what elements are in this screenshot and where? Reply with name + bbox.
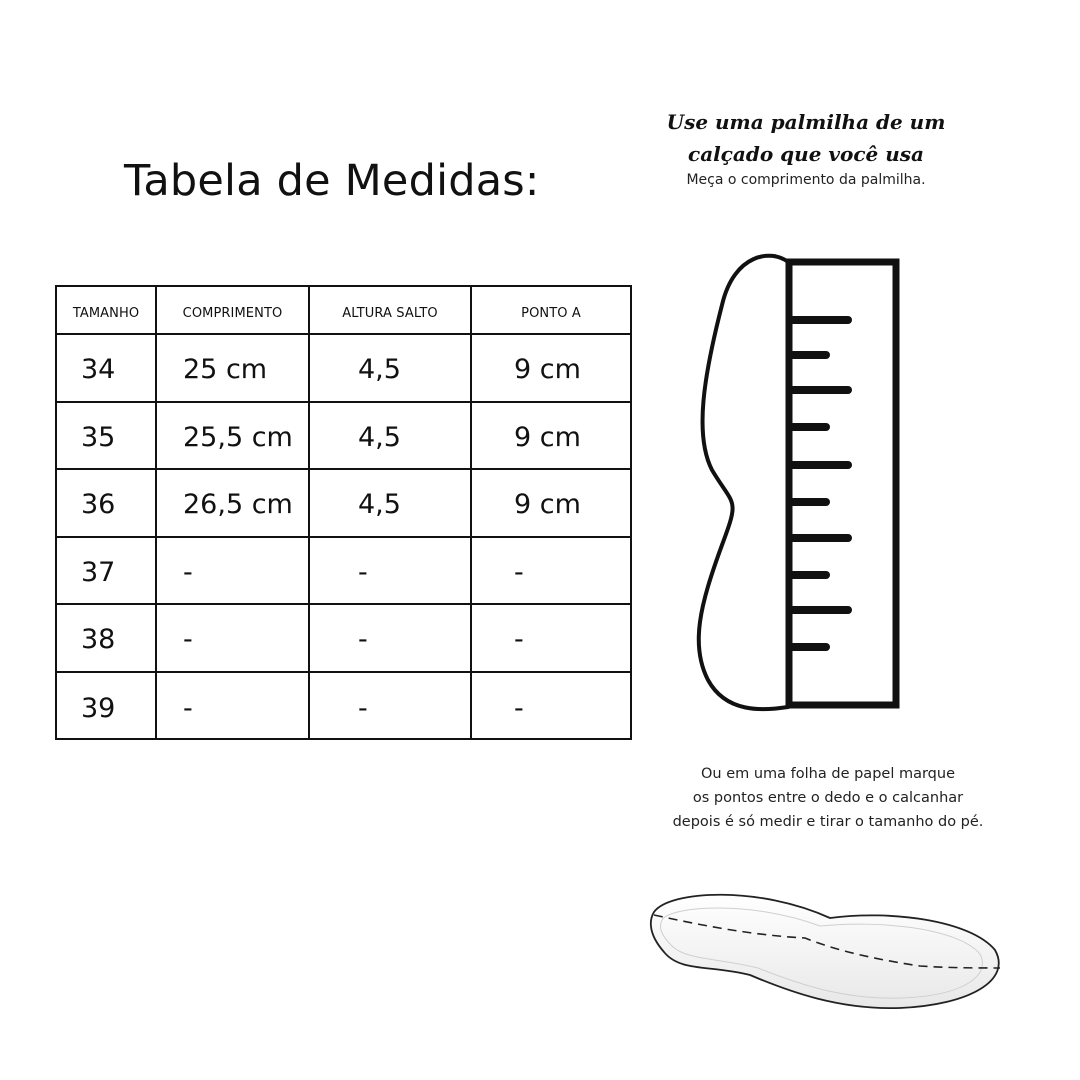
cell-length: - bbox=[157, 673, 310, 741]
table-row bbox=[57, 335, 630, 403]
cell-heel-height: - bbox=[310, 673, 472, 741]
table-row bbox=[57, 403, 630, 471]
measure-hint: Meça o comprimento da palmilha. bbox=[686, 172, 926, 188]
page-title: Tabela de Medidas: bbox=[124, 156, 540, 206]
cell-size: 36 bbox=[57, 470, 157, 536]
table-header-row bbox=[57, 287, 630, 335]
cell-point-a: - bbox=[514, 624, 524, 656]
table-row bbox=[57, 673, 630, 741]
cell-point-a: - bbox=[514, 692, 524, 724]
cell-heel-height: 4,5 bbox=[310, 470, 472, 536]
cell-size: 38 bbox=[57, 605, 157, 671]
size-table bbox=[55, 285, 632, 740]
cell-length: 25,5 cm bbox=[157, 403, 310, 469]
footprint-icon bbox=[640, 880, 1010, 1020]
cell-point-a: - bbox=[514, 556, 524, 588]
table-row bbox=[57, 470, 630, 538]
header-ponto-a: PONTO A bbox=[521, 305, 581, 321]
cell-length: 26,5 cm bbox=[157, 470, 310, 536]
cell-heel-height: - bbox=[310, 605, 472, 671]
cell-heel-height: 4,5 bbox=[310, 403, 472, 469]
cell-size: 37 bbox=[57, 538, 157, 604]
paper-instruction bbox=[628, 762, 1028, 834]
cell-heel-height: - bbox=[310, 538, 472, 604]
paper-instruction-line-2: os pontos entre o dedo e o calcanhar bbox=[692, 790, 964, 806]
cell-heel-height: 4,5 bbox=[310, 335, 472, 401]
insole-instruction-line-1: Use uma palmilha de um bbox=[666, 110, 946, 134]
cell-size: 35 bbox=[57, 403, 157, 469]
table-row bbox=[57, 605, 630, 673]
cell-point-a: 9 cm bbox=[514, 354, 581, 386]
cell-size: 34 bbox=[57, 335, 157, 401]
cell-size: 39 bbox=[57, 673, 157, 741]
paper-instruction-line-3: depois é só medir e tirar o tamanho do pé. bbox=[672, 814, 984, 830]
paper-instruction-line-1: Ou em uma folha de papel marque bbox=[701, 766, 955, 782]
insole-instruction-line-2: calçado que você usa bbox=[688, 142, 924, 166]
cell-length: - bbox=[157, 538, 310, 604]
cell-length: 25 cm bbox=[157, 335, 310, 401]
cell-point-a: 9 cm bbox=[514, 489, 581, 521]
cell-length: - bbox=[157, 605, 310, 671]
header-altura-salto: ALTURA SALTO bbox=[310, 287, 472, 333]
insole-ruler-icon bbox=[690, 245, 910, 720]
header-comprimento: COMPRIMENTO bbox=[157, 287, 310, 333]
cell-point-a: 9 cm bbox=[514, 421, 581, 453]
insole-instruction bbox=[606, 106, 1006, 170]
header-tamanho: TAMANHO bbox=[57, 287, 157, 333]
table-row bbox=[57, 538, 630, 606]
